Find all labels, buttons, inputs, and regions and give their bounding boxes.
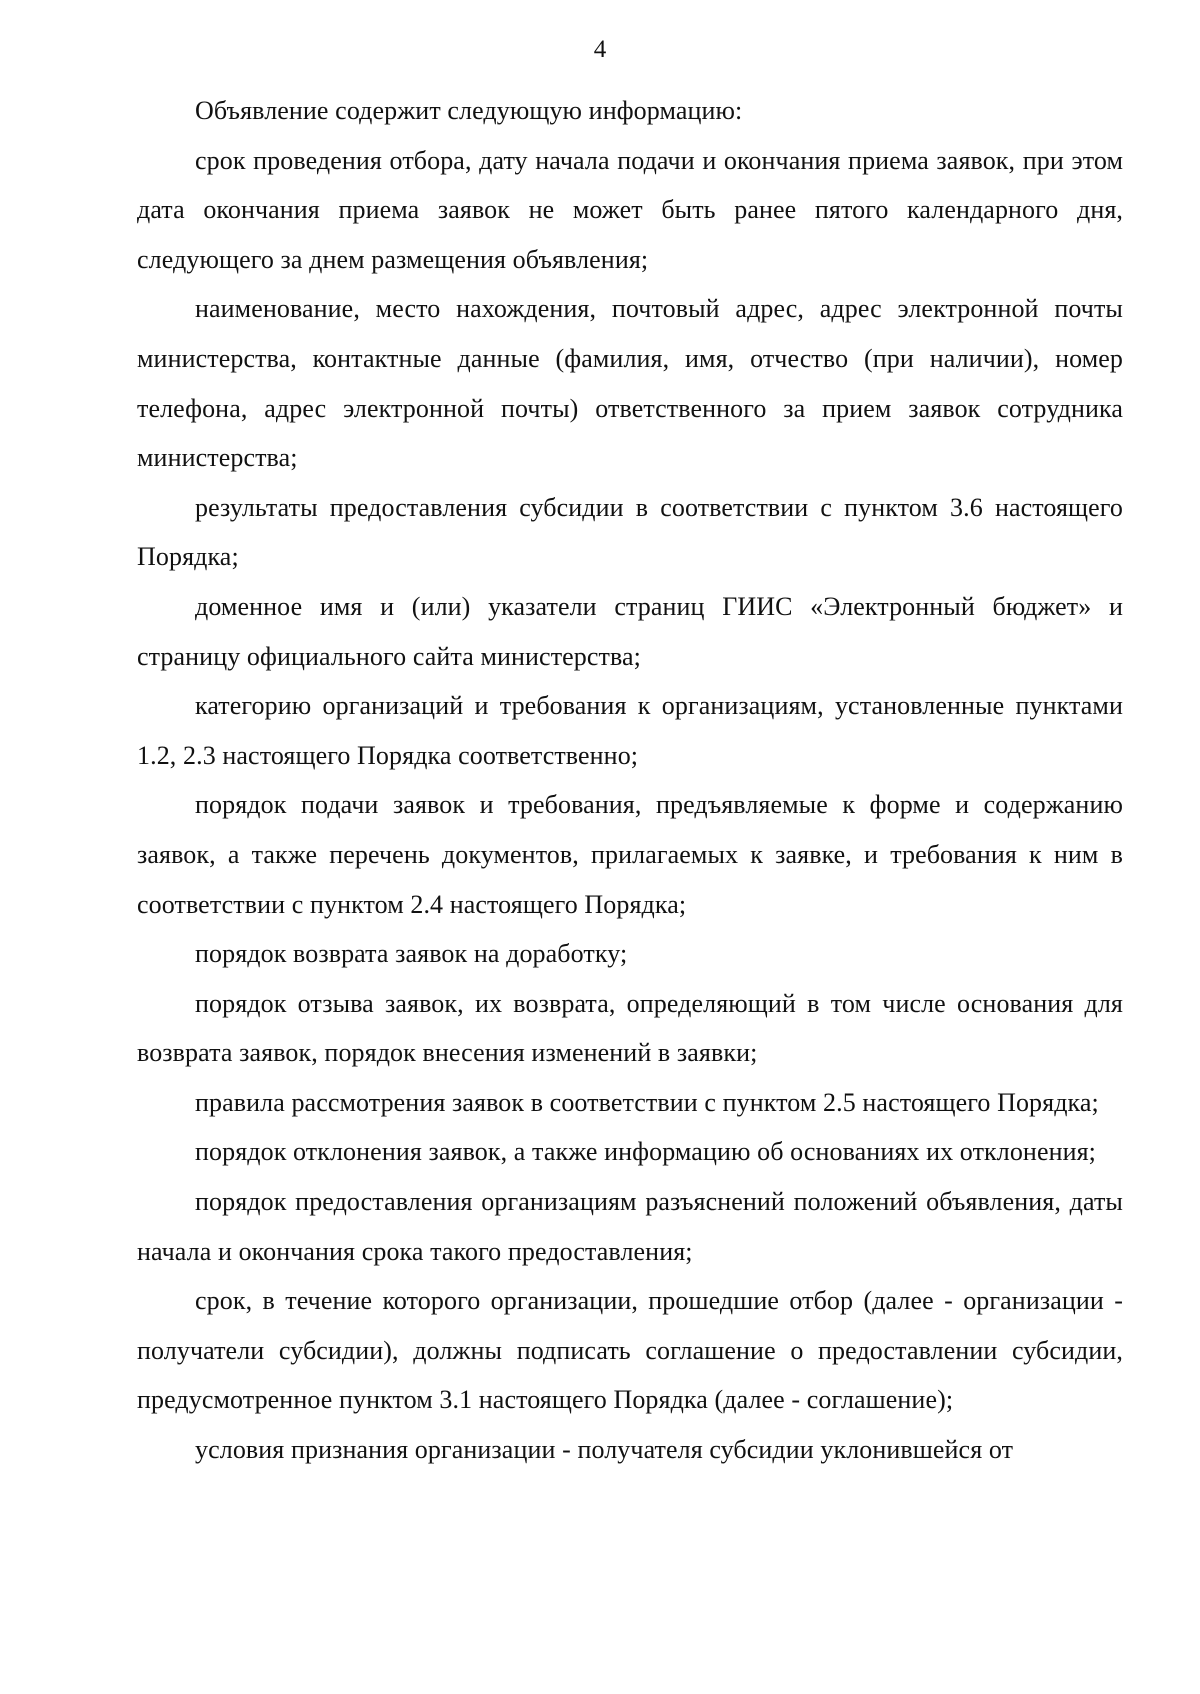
document-body [137,86,1123,1475]
paragraph-clarifications: порядок предоставления организациям разъяснений положений объявления, даты начала и окончания срока такого предоставления; [137,1187,1123,1266]
paragraph-application-procedure: порядок подачи заявок и требования, предъявляемые к форме и содержанию заявок, а также перечень документов, прилагаемых к заявке, и требования к ним в соответствии с пунктом 2.4 настоящего Порядка; [137,790,1123,919]
paragraph-review-rules: правила рассмотрения заявок в соответствии с пунктом 2.5 настоящего Порядка; [195,1087,1099,1117]
paragraph-ministry-contacts: наименование, место нахождения, почтовый адрес, адрес электронной почты министерства, контактные данные (фамилия, имя, отчество (при наличии), номер телефона, адрес электронной почты) ответственного за прием заявок сотрудника министерства; [137,294,1123,473]
paragraph-return-for-revision: порядок возврата заявок на доработку; [195,939,628,969]
paragraph-agreement-deadline: срок, в течение которого организации, прошедшие отбор (далее - организации - получатели субсидии), должны подписать соглашение о предоставлении субсидии, предусмотренное пунктом 3.1 настоящего Порядка (далее - соглашение); [137,1286,1123,1415]
paragraph-subsidy-results: результаты предоставления субсидии в соответствии с пунктом 3.6 настоящего Порядка; [137,492,1123,572]
paragraph-evasion-conditions: условия признания организации - получателя субсидии уклонившейся от [195,1435,1014,1465]
paragraph-selection-period: срок проведения отбора, дату начала подачи и окончания приема заявок, при этом дата окончания приема заявок не может быть ранее пятого календарного дня, следующего за днем размещения объявления; [137,145,1123,274]
paragraph-announcement-intro: Объявление содержит следующую информацию: [195,96,743,125]
paragraph-organization-category: категорию организаций и требования к организациям, установленные пунктами 1.2, 2.3 настоящего Порядка соответственно; [137,691,1123,770]
page-number: 4 [593,36,607,63]
paragraph-rejection-procedure: порядок отклонения заявок, а также информацию об основаниях их отклонения; [195,1137,1096,1167]
paragraph-withdrawal-procedure: порядок отзыва заявок, их возврата, определяющий в том числе основания для возврата заявок, порядок внесения изменений в заявки; [137,988,1123,1068]
paragraph-domain-name: доменное имя и (или) указатели страниц ГИИС «Электронный бюджет» и страницу официального сайта министерства; [137,591,1123,671]
